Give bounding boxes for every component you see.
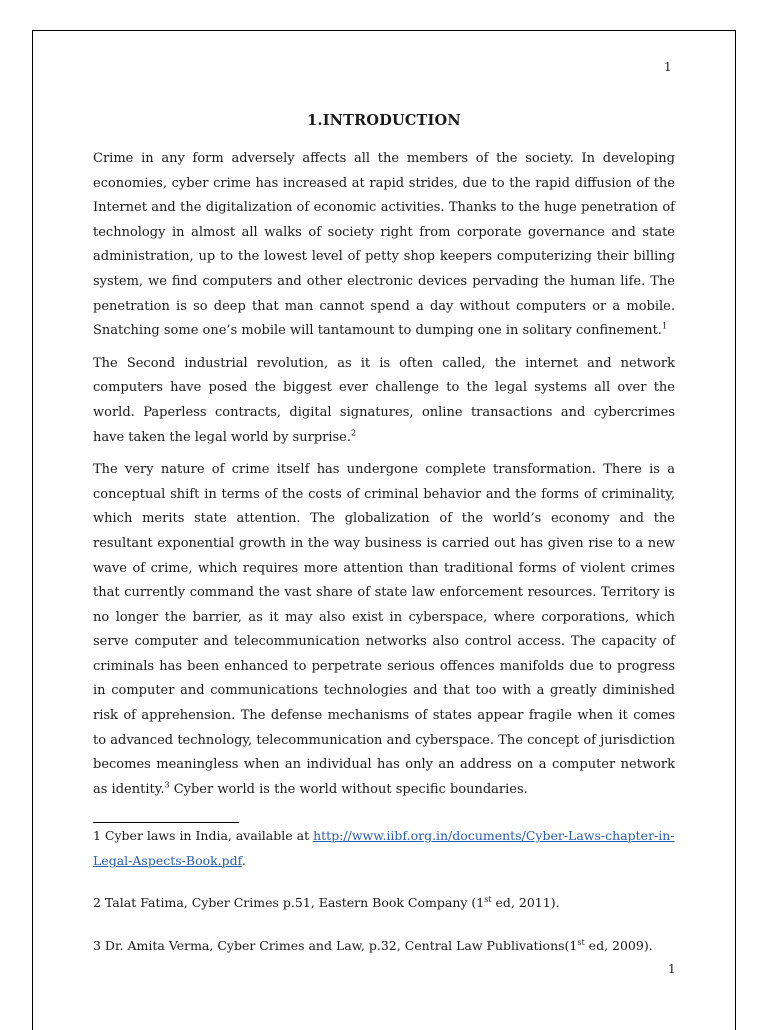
footnote-2	[93, 890, 683, 915]
footnote-text: 3 Dr. Amita Verma, Cyber Crimes and Law, p.32, Central Law Publivations(1	[93, 938, 578, 953]
paragraph-text: The Second industrial revolution, as it is often called, the internet and network computers have posed the biggest ever challenge to the legal systems all over the world. Paperless contracts, digital signatures, online transactions and cybercrimes have taken the legal world by surprise.	[93, 355, 675, 445]
section-title: 1.INTRODUCTION	[307, 112, 461, 129]
footnote-text: ed, 2009).	[584, 938, 653, 953]
footnote-text: .	[241, 853, 246, 868]
header-page-number: 1	[664, 60, 672, 74]
footnote-ref[interactable]: 3	[164, 780, 170, 790]
document-body	[93, 147, 675, 810]
footnote-1	[93, 823, 683, 873]
paragraph-3	[93, 458, 675, 802]
paragraph-text: Crime in any form adversely affects all the members of the society. In developing economies, cyber crime has increased at rapid strides, due to the rapid diffusion of the Internet and the digitalization of economic activities. Thanks to the huge penetration of technology in almost all walks of society right from corporate governance and state administration, up to the lowest level of petty shop keepers computerizing their billing system, we find computers and other electronic devices pervading the human life. The penetration is so deep that man cannot spend a day without computers or a mobile. Snatching some one’s mobile will tantamount to dumping one in solitary confinement.	[93, 151, 675, 339]
footnote-superscript: st	[577, 937, 585, 947]
footnote-ref[interactable]: 1	[661, 321, 668, 331]
paragraph-2	[93, 352, 675, 450]
footnote-ref[interactable]: 2	[351, 428, 357, 438]
footer-page-number: 1	[668, 962, 676, 976]
paragraph-text: The very nature of crime itself has undergone complete transformation. There is a conceptual shift in terms of the costs of criminal behavior and the forms of criminality, which merits state attention. The globalization of the world’s economy and the resultant exponential growth in the way business is carried out has given rise to a new wave of crime, which requires more attention than traditional forms of violent crimes that currently command the vast share of state law enforcement resources. Territory is no longer the barrier, as it may also exist in cyberspace, where corporations, which serve computer and telecommunication networks also control access. The capacity of criminals has been enhanced to perpetrate serious offences manifolds due to progress in computer and communications technologies and that too with a greatly diminished risk of apprehension. The defense mechanisms of states appear fragile when it comes to advanced technology, telecommunication and cyberspace. The concept of jurisdiction becomes meaningless when an individual has only an address on a computer network as identity.	[93, 462, 675, 797]
footnote-3	[93, 933, 683, 958]
paragraph-1	[93, 147, 675, 344]
footnote-text: ed, 2011).	[491, 895, 560, 910]
footnote-text: 2 Talat Fatima, Cyber Crimes p.51, Eastern Book Company (1	[93, 895, 485, 910]
footnote-superscript: st	[484, 894, 492, 904]
footnote-text: 1 Cyber laws in India, available at	[93, 828, 314, 843]
paragraph-text: Cyber world is the world without specific boundaries.	[169, 781, 528, 797]
footnote-link[interactable]: http://www.iibf.org.in/documents/Cyber-Laws-chapter-in-Legal-Aspects-Book.pdf	[93, 828, 675, 868]
